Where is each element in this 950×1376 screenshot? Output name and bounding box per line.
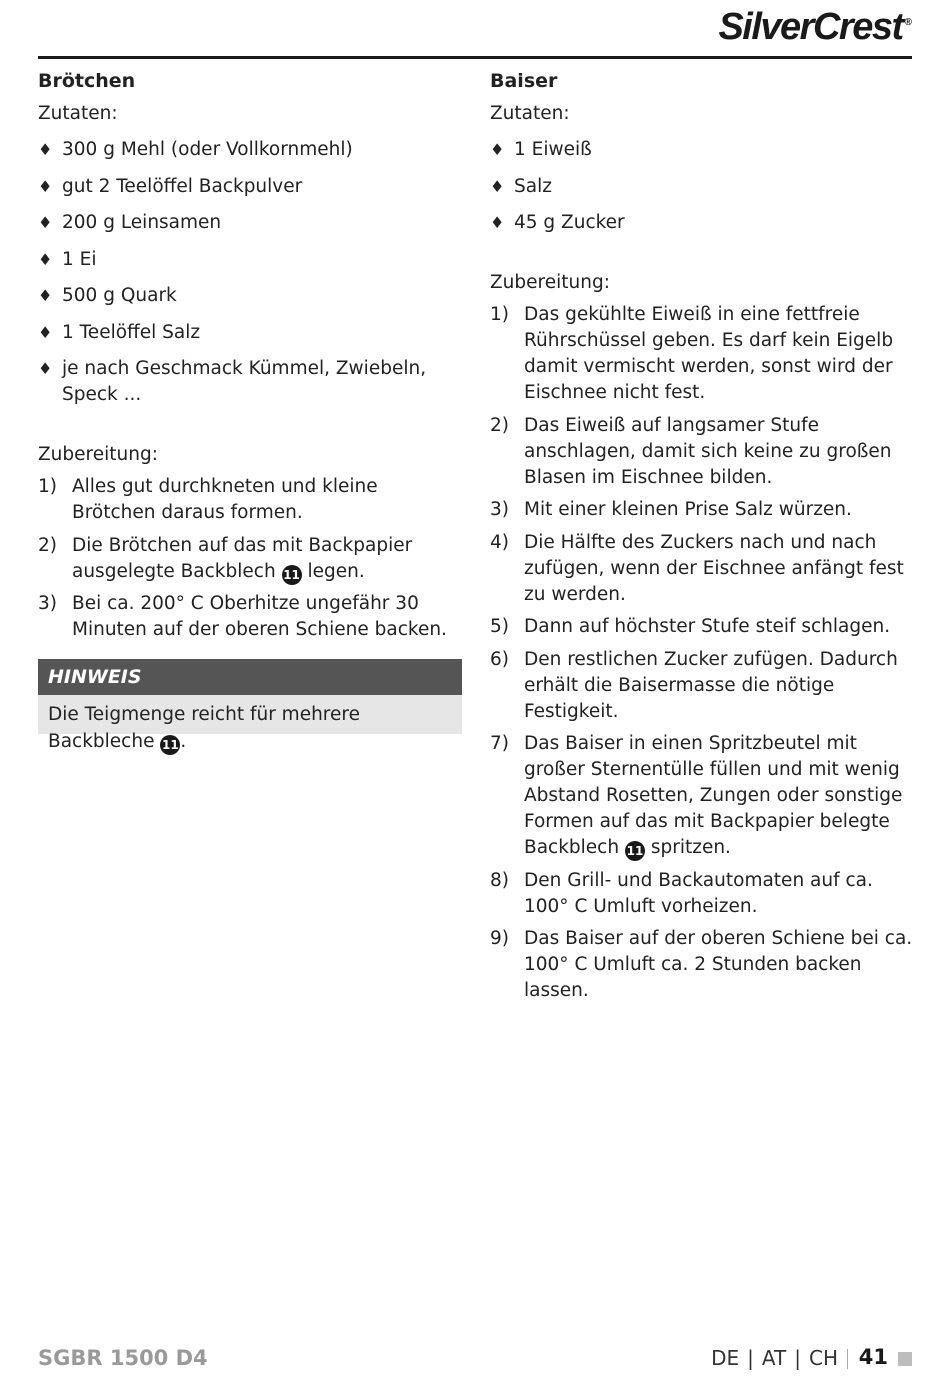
diamond-bullet-icon: ♦ — [490, 140, 505, 159]
recipe-title-baiser: Baiser — [490, 70, 558, 92]
list-item: ♦ 1 Ei — [38, 247, 462, 273]
brand-logo-text: SilverCrest — [718, 6, 903, 48]
registered-mark: ® — [904, 17, 912, 29]
right-column — [490, 68, 914, 1011]
lang-separator: | — [747, 1346, 754, 1370]
preparation-label: Zubereitung: — [490, 272, 610, 293]
diamond-bullet-icon: ♦ — [490, 213, 505, 232]
step-item: 4) Die Hälfte des Zuckers nach und nach zufügen, wenn der Eischnee anfängt fest zu werden. — [490, 531, 904, 605]
lang-separator: | — [794, 1346, 801, 1370]
ingredients-label: Zutaten: — [490, 103, 570, 124]
step-item: 3) Mit einer kleinen Prise Salz würzen. — [490, 499, 852, 520]
brand-logo — [718, 6, 912, 49]
list-item: ♦ 300 g Mehl (oder Vollkornmehl) — [38, 137, 462, 163]
diamond-bullet-icon: ♦ — [38, 286, 53, 305]
diamond-bullet-icon: ♦ — [38, 359, 53, 378]
step-item: 7) Das Baiser in einen Spritzbeutel mit großer Sternentülle füllen und mit wenig Abstand Rosetten, Zungen oder sonstige Formen auf das mit Backpapier belegte Backblech 11 spritzen. — [490, 731, 914, 861]
page-square-icon — [898, 1352, 912, 1366]
ingredients-list — [38, 137, 462, 408]
diamond-bullet-icon: ♦ — [38, 140, 53, 159]
model-number: SGBR 1500 D4 — [38, 1346, 208, 1370]
note-text: Die Teigmenge reicht für mehrere Backbleche 11. — [38, 695, 462, 734]
list-item: ♦ 200 g Leinsamen — [38, 210, 462, 236]
list-item: ♦ je nach Geschmack Kümmel, Zwiebeln, Speck ... — [38, 358, 427, 405]
language-codes — [711, 1346, 838, 1370]
ingredients-list — [490, 137, 914, 236]
page-number: 41 — [858, 1345, 888, 1369]
diamond-bullet-icon: ♦ — [38, 249, 53, 269]
footer-divider — [847, 1349, 848, 1369]
recipe-title-broetchen: Brötchen — [38, 70, 136, 92]
step-item: 3) Bei ca. 200° C Oberhitze ungefähr 30 Minuten auf der oberen Schiene backen. — [38, 593, 447, 640]
diamond-bullet-icon: ♦ — [38, 213, 53, 232]
list-item: ♦ 500 g Quark — [38, 283, 462, 309]
list-item: ♦ 1 Eiweiß — [490, 137, 914, 163]
list-item: ♦ 45 g Zucker — [490, 210, 914, 236]
list-item: ♦ Salz — [490, 174, 914, 200]
preparation-label: Zubereitung: — [38, 444, 158, 465]
diamond-bullet-icon: ♦ — [490, 176, 505, 196]
diamond-bullet-icon: ♦ — [38, 322, 53, 342]
part-ref-circle: 11 — [282, 565, 302, 585]
lang-de: DE — [711, 1346, 740, 1370]
step-item: 5) Dann auf höchster Stufe steif schlagen. — [490, 616, 891, 637]
note-box — [38, 659, 462, 752]
step-item: 1) Das gekühlte Eiweiß in eine fettfreie Rührschüssel geben. Es darf kein Eigelb damit vermischt werden, sonst wird der Eischnee nicht fest. — [490, 304, 894, 403]
step-item: 2) Das Eiweiß auf langsamer Stufe anschlagen, damit sich keine zu großen Blasen im Eischnee bilden. — [490, 414, 892, 488]
step-item: 1) Alles gut durchkneten und kleine Brötchen daraus formen. — [38, 476, 378, 523]
header-rule — [38, 56, 912, 59]
diamond-bullet-icon: ♦ — [38, 176, 53, 196]
page-footer — [38, 1346, 912, 1376]
step-item: 6) Den restlichen Zucker zufügen. Dadurch erhält die Baisermasse die nötige Festigkeit. — [490, 648, 898, 722]
note-title: HINWEIS — [38, 659, 462, 695]
preparation-steps — [38, 474, 462, 643]
list-item: ♦ gut 2 Teelöffel Backpulver — [38, 174, 462, 200]
step-item: 2) Die Brötchen auf das mit Backpapier ausgelegte Backblech 11 legen. — [38, 533, 462, 585]
part-ref-circle: 11 — [160, 735, 180, 755]
lang-at: AT — [761, 1346, 787, 1370]
step-item: 8) Den Grill- und Backautomaten auf ca. 100° C Umluft vorheizen. — [490, 869, 873, 917]
left-column — [38, 68, 462, 752]
preparation-steps — [490, 302, 914, 1004]
part-ref-circle: 11 — [625, 841, 645, 861]
lang-ch: CH — [808, 1346, 838, 1370]
ingredients-label: Zutaten: — [38, 103, 118, 124]
list-item: ♦ 1 Teelöffel Salz — [38, 320, 462, 346]
step-item: 9) Das Baiser auf der oberen Schiene bei ca. 100° C Umluft ca. 2 Stunden backen lassen. — [490, 928, 913, 1001]
